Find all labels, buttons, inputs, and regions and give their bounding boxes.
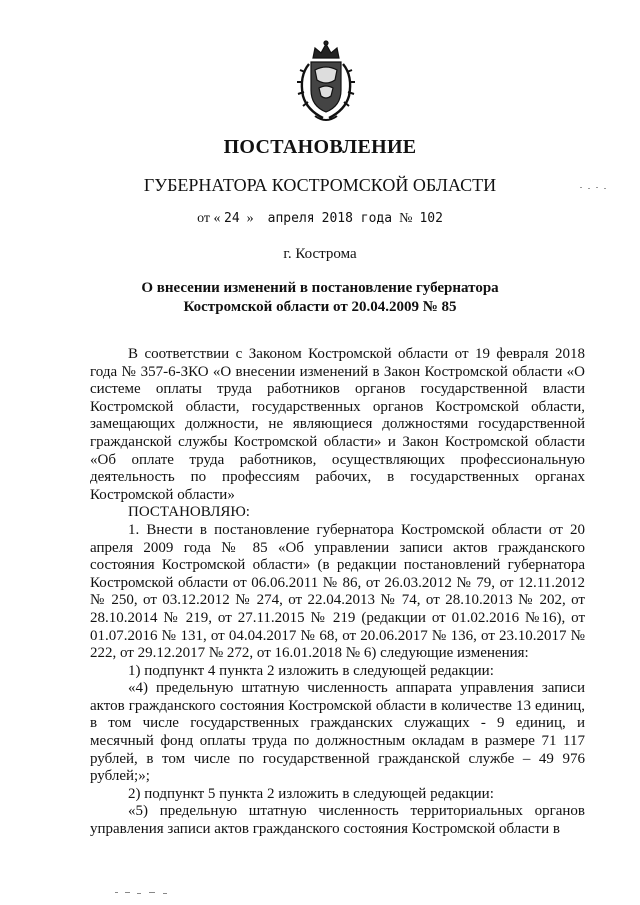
scan-noise-mark	[580, 186, 610, 190]
document-title-line-2: Костромской области от 20.04.2009 № 85	[183, 299, 457, 315]
date-month: апреля	[267, 211, 315, 226]
document-body	[90, 346, 585, 839]
paragraph-preamble: В соответствии с Законом Костромской области от 19 февраля 2018 года № 357-6-ЗКО «О внесении изменений в Закон Костромской области «О системе оплаты труда работников органов государственной власти Костромской области, государственных органов Костромской области, замещающих должности, не являющиеся должностями государственной гражданской службы Костромской области» и Закон Костромской области «Об оплате труда работников, осуществляющих профессиональную деятельность по профессиям рабочих, в государственных органах Костромской области»	[90, 346, 585, 503]
paragraph-quote-5: «5) предельную штатную численность территориальных органов управления записи актов гражданского состояния Костромской области в	[90, 803, 585, 838]
paragraph-subitem-1: 1) подпункт 4 пункта 2 изложить в следующей редакции:	[128, 662, 494, 679]
date-prefix: от «	[197, 211, 221, 226]
decree-number: 102	[419, 211, 443, 226]
date-day: 24	[224, 211, 240, 226]
city-name: г. Кострома	[283, 246, 357, 262]
paragraph-item-1: 1. Внести в постановление губернатора Костромской области от 20 апреля 2009 года № 85 «Об управлении записи актов гражданского состояния Костромской области» (в редакции постановлений губернатора Костромской области от 06.06.2011 № 86, от 26.03.2012 № 79, от 12.11.2012 № 250, от 03.12.2012 № 274, от 22.04.2013 № 74, от 28.10.2013 № 202, от 28.10.2014 № 219, от 27.11.2015 № 219 (редакции от 01.02.2016 №16), от 01.07.2016 № 131, от 04.04.2017 № 68, от 20.06.2017 № 136, от 23.10.2017 № 222, от 29.12.2017 № 272, от 16.01.2018 № 6) следующие изменения:	[90, 521, 585, 662]
paragraph-subitem-2: 2) подпункт 5 пункта 2 изложить в следующей редакции:	[128, 785, 494, 802]
scan-noise-bottom	[115, 891, 175, 895]
decree-word: ПОСТАНОВЛЯЮ:	[128, 504, 250, 521]
date-year: 2018 года	[321, 211, 393, 226]
issuer-subtitle: ГУБЕРНАТОРА КОСТРОМСКОЙ ОБЛАСТИ	[143, 175, 497, 195]
number-sign: №	[399, 211, 413, 226]
document-title	[0, 279, 640, 317]
decree-date-line	[0, 211, 640, 227]
date-mid: »	[246, 211, 254, 226]
coat-of-arms-emblem	[293, 40, 359, 124]
document-title-line-1: О внесении изменений в постановление губернатора	[141, 280, 499, 296]
paragraph-quote-4: «4) предельную штатную численность аппарата управления записи актов гражданского состояния Костромской области в количестве 13 единиц, в том числе государственных гражданских служащих - 9 единиц, и месячный фонд оплаты труда по должностным окладам в размере 71 117 рублей, в том числе по государственной гражданской службе – 49 976 рублей;»;	[90, 680, 585, 785]
page-title: ПОСТАНОВЛЕНИЕ	[223, 136, 417, 158]
